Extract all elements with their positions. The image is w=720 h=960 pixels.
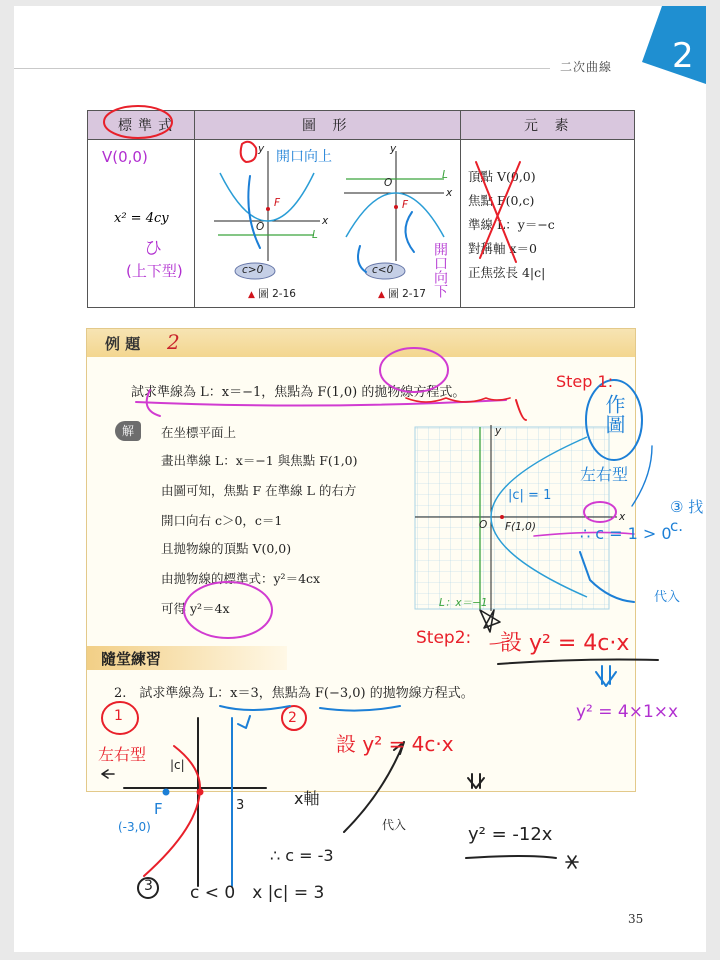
hw-step1: Step 1: <box>556 372 614 391</box>
fig2-origin-label: O <box>384 177 393 189</box>
hw-left-right-type-2: 左右型 <box>98 745 147 764</box>
hw-result-2: y² = -12x <box>468 824 553 845</box>
example-title: 例 題 <box>105 335 141 353</box>
fig2-y-label: y <box>390 143 397 155</box>
page-number: 35 <box>628 912 644 926</box>
fig1-condition: c>0 <box>242 264 264 276</box>
fig1-origin-label: O <box>256 221 265 233</box>
element-directrix: 準線 L：y＝−c <box>468 217 555 232</box>
solution-step-6: 由拋物線的標準式：y²＝4cx <box>161 571 321 586</box>
element-latus-rectum: 正焦弦長 4|c| <box>468 265 546 280</box>
chapter-number: 2 <box>672 36 694 76</box>
fig1-focus-label: F <box>274 197 281 209</box>
practice-question-2: 2. 試求準線為 L：x＝3，焦點為 F(−3,0) 的拋物線方程式。 <box>114 686 474 701</box>
hw-c-value: ∴ c = -3 <box>270 846 334 865</box>
fig1-directrix-label: L <box>312 229 318 241</box>
graph-origin-label: O <box>479 519 488 531</box>
col-header-elements: 元 素 <box>524 118 575 134</box>
fig2-directrix-label: L <box>442 169 448 181</box>
hw-substitute-1: 代入 <box>654 590 681 605</box>
hw-circle-3: 3 <box>144 878 153 894</box>
col-header-graph: 圖 形 <box>302 118 353 134</box>
solution-step-3: 由圖可知，焦點 F 在準線 L 的右方 <box>161 483 357 498</box>
hw-abs-c: |c| = 1 <box>508 488 552 503</box>
hw-x-axis: x軸 <box>294 789 320 808</box>
hw-result-1: y² = 4×1×x <box>576 702 679 722</box>
fig1-caption: ▲ 圖 2-16 <box>248 288 296 300</box>
chapter-title: 二次曲線 <box>560 60 613 74</box>
element-vertex: 頂點 V(0,0) <box>468 169 536 184</box>
hw-F: F <box>154 800 163 818</box>
hw-set-equation: 設 y² = 4c·x <box>500 631 630 656</box>
graph-y-label: y <box>495 425 502 437</box>
standard-equation: x² = 4cy <box>114 211 169 226</box>
element-axis: 對稱軸 x＝0 <box>468 241 537 256</box>
fig2-x-label: x <box>446 187 453 199</box>
hw-circle-2: 2 <box>288 710 297 726</box>
hw-tick-3: 3 <box>236 798 245 813</box>
solution-step-1: 在坐標平面上 <box>161 425 237 440</box>
hw-c-positive: ∴ c = 1 > 0 <box>580 524 672 543</box>
solution-step-4: 開口向右 c＞0，c＝1 <box>161 513 283 528</box>
hw-up-down-type: (上下型) <box>126 262 183 280</box>
textbook-page <box>14 6 706 952</box>
hw-draw-graph: 作圖 <box>602 394 626 434</box>
hw-c-negative: c < 0 x |c| = 3 <box>190 883 325 903</box>
hw-F-coords: (-3,0) <box>118 820 151 834</box>
hw-opens-up: 開口向上 <box>276 149 332 165</box>
hw-set-equation-2: 設 y² = 4c·x <box>336 732 454 756</box>
solution-step-7: 可得 y²＝4x <box>161 601 230 616</box>
graph-directrix-label: L：x＝−1 <box>439 597 488 609</box>
practice-title: 隨堂練習 <box>101 650 162 668</box>
hw-step3-find-c: ③ 找c. <box>670 498 704 535</box>
fig1-y-label: y <box>258 143 265 155</box>
graph-x-label: x <box>619 511 626 523</box>
hw-circle-1: 1 <box>114 708 123 724</box>
fig1-x-label: x <box>322 215 329 227</box>
fig2-focus-label: F <box>402 199 409 211</box>
solution-badge: 解 <box>115 421 141 441</box>
fig2-caption: ▲ 圖 2-17 <box>378 288 426 300</box>
graph-focus-label: F(1,0) <box>505 521 536 533</box>
solution-step-5: 且拋物線的頂點 V(0,0) <box>161 541 292 556</box>
hw-abs-c-2: |c| <box>170 758 185 772</box>
hw-substitute-2: 代入 <box>382 818 407 832</box>
hw-vertex: V(0,0) <box>102 148 148 166</box>
hw-c-symbol: ひ <box>144 238 162 259</box>
col-header-standard-form: 標準式 <box>118 118 178 134</box>
solution-step-2: 畫出準線 L：x＝−1 與焦點 F(1,0) <box>161 453 358 468</box>
example-number: 2 <box>167 330 180 354</box>
hw-step2: Step2: <box>416 628 472 648</box>
element-focus: 焦點 F(0,c) <box>468 193 535 208</box>
hw-left-right-type: 左右型 <box>580 465 629 484</box>
example-problem: 試求準線為 L：x＝−1，焦點為 F(1,0) 的拋物線方程式。 <box>131 385 466 400</box>
fig2-condition: c<0 <box>372 264 394 276</box>
hw-opens-down: 開口向下 <box>432 242 448 298</box>
